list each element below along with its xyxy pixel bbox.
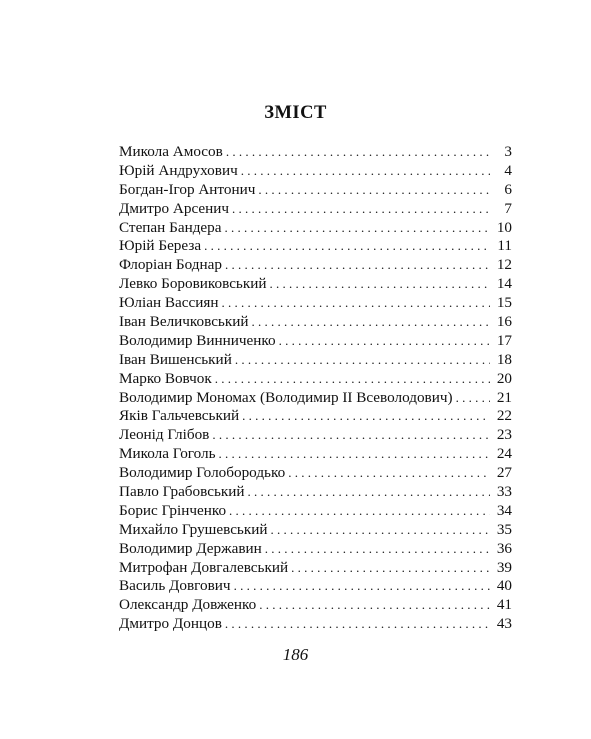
dot-leader bbox=[225, 219, 491, 238]
toc-entry-page: 15 bbox=[496, 294, 512, 312]
toc-entry-name: Марко Вовчок bbox=[119, 369, 212, 387]
toc-entry bbox=[119, 143, 512, 162]
toc-entry-name: Іван Вишенський bbox=[119, 350, 232, 368]
toc-entry bbox=[119, 313, 512, 332]
dot-leader bbox=[225, 615, 490, 634]
toc-entry-name: Павло Грабовський bbox=[119, 483, 245, 501]
toc-entry bbox=[119, 237, 512, 256]
dot-leader bbox=[258, 181, 490, 200]
toc-entry-page: 41 bbox=[496, 596, 512, 614]
dot-leader bbox=[259, 596, 490, 615]
toc-entry bbox=[119, 389, 512, 408]
toc-entry bbox=[119, 577, 512, 596]
dot-leader bbox=[212, 426, 490, 445]
toc-entry-page: 40 bbox=[496, 577, 512, 595]
dot-leader bbox=[232, 200, 490, 219]
toc-entry-name: Дмитро Арсенич bbox=[119, 199, 230, 217]
toc-entry-page: 21 bbox=[496, 388, 512, 406]
toc-entry-page: 12 bbox=[496, 256, 512, 274]
dot-leader bbox=[219, 445, 490, 464]
toc-entry bbox=[119, 351, 512, 370]
toc-entry-name: Михайло Грушевський bbox=[119, 520, 268, 538]
toc-entry bbox=[119, 162, 512, 181]
dot-leader bbox=[265, 540, 490, 559]
toc-entry-page: 27 bbox=[496, 464, 512, 482]
toc-entry-name: Яків Гальчевський bbox=[119, 407, 240, 425]
toc-entry-page: 33 bbox=[496, 483, 512, 501]
dot-leader bbox=[215, 370, 490, 389]
dot-leader bbox=[291, 559, 490, 578]
toc-entry-name: Володимир Голобородько bbox=[119, 464, 286, 482]
toc-entry-page: 22 bbox=[496, 407, 512, 425]
toc-entry-name: Степан Бандера bbox=[119, 218, 222, 236]
toc-entry bbox=[119, 370, 512, 389]
toc-entry bbox=[119, 596, 512, 615]
dot-leader bbox=[270, 275, 491, 294]
page-title: ЗМІСТ bbox=[264, 103, 327, 123]
toc-entry-page: 23 bbox=[496, 426, 512, 444]
toc-entry bbox=[119, 615, 512, 634]
dot-leader bbox=[241, 162, 490, 181]
toc-entry bbox=[119, 445, 512, 464]
toc-entry-name: Борис Грінченко bbox=[119, 501, 227, 519]
toc-entry-page: 39 bbox=[496, 558, 512, 576]
toc-entry bbox=[119, 219, 512, 238]
toc-entry bbox=[119, 426, 512, 445]
dot-leader bbox=[242, 407, 490, 426]
toc-entry-name: Флоріан Боднар bbox=[119, 256, 222, 274]
toc-entry-page: 35 bbox=[496, 520, 512, 538]
toc-entry-name: Олександр Довженко bbox=[119, 596, 257, 614]
dot-leader bbox=[234, 577, 490, 596]
toc-entry bbox=[119, 502, 512, 521]
toc-entry-page: 34 bbox=[496, 501, 512, 519]
toc-entry-name: Володимир Винниченко bbox=[119, 331, 276, 349]
toc-entry-name: Митрофан Довгалевський bbox=[119, 558, 289, 576]
dot-leader bbox=[235, 351, 490, 370]
toc-entry bbox=[119, 181, 512, 200]
dot-leader bbox=[204, 237, 490, 256]
toc-entry bbox=[119, 200, 512, 219]
table-of-contents bbox=[119, 143, 512, 634]
toc-entry-name: Володимир Державин bbox=[119, 539, 262, 557]
toc-entry-page: 36 bbox=[496, 539, 512, 557]
toc-entry bbox=[119, 407, 512, 426]
toc-entry-page: 20 bbox=[496, 369, 512, 387]
dot-leader bbox=[288, 464, 490, 483]
toc-entry-name: Юрій Андрухович bbox=[119, 161, 238, 179]
toc-entry-name: Леонід Глібов bbox=[119, 426, 210, 444]
toc-entry-name: Володимир Мономах (Володимир II Всеволодович) bbox=[119, 388, 453, 406]
toc-entry-name: Дмитро Донцов bbox=[119, 615, 222, 633]
toc-entry-page: 18 bbox=[496, 350, 512, 368]
toc-entry-page: 24 bbox=[496, 445, 512, 463]
dot-leader bbox=[252, 313, 491, 332]
page-number: 186 bbox=[282, 645, 309, 664]
dot-leader bbox=[279, 332, 490, 351]
toc-entry-name: Юрій Береза bbox=[119, 237, 202, 255]
toc-entry-page: 7 bbox=[504, 199, 512, 217]
toc-entry-name: Микола Гоголь bbox=[119, 445, 216, 463]
toc-entry-page: 43 bbox=[496, 615, 512, 633]
toc-entry bbox=[119, 483, 512, 502]
toc-entry bbox=[119, 275, 512, 294]
toc-entry-name: Богдан-Ігор Антонич bbox=[119, 180, 256, 198]
dot-leader bbox=[226, 143, 490, 162]
toc-entry-page: 16 bbox=[496, 313, 512, 331]
dot-leader bbox=[248, 483, 490, 502]
dot-leader bbox=[229, 502, 490, 521]
toc-entry-page: 4 bbox=[504, 161, 512, 179]
toc-entry-name: Василь Довгович bbox=[119, 577, 231, 595]
toc-entry-page: 17 bbox=[496, 331, 512, 349]
toc-entry-name: Микола Амосов bbox=[119, 143, 223, 160]
toc-entry bbox=[119, 559, 512, 578]
dot-leader bbox=[221, 294, 490, 313]
toc-entry bbox=[119, 540, 512, 559]
toc-entry-page: 6 bbox=[504, 180, 512, 198]
toc-entry-name: Левко Боровиковський bbox=[119, 275, 267, 293]
dot-leader bbox=[456, 389, 490, 408]
toc-entry bbox=[119, 332, 512, 351]
toc-entry-page: 10 bbox=[496, 218, 512, 236]
toc-entry bbox=[119, 256, 512, 275]
dot-leader bbox=[225, 256, 490, 275]
toc-entry-name: Юліан Вассиян bbox=[119, 294, 219, 312]
toc-entry-page: 11 bbox=[497, 237, 512, 255]
toc-entry bbox=[119, 464, 512, 483]
toc-entry-name: Іван Величковський bbox=[119, 313, 249, 331]
toc-entry bbox=[119, 294, 512, 313]
toc-entry-page: 3 bbox=[504, 143, 512, 160]
toc-entry-page: 14 bbox=[496, 275, 512, 293]
dot-leader bbox=[271, 521, 491, 540]
toc-entry bbox=[119, 521, 512, 540]
